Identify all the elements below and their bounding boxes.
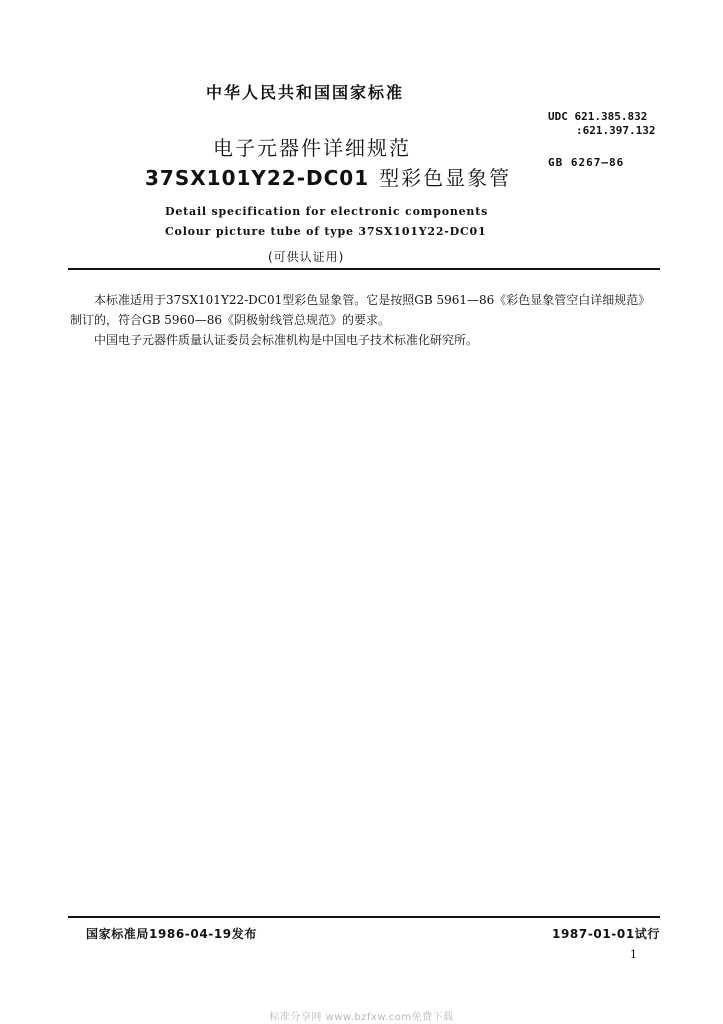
tube-model-number: 37SX101Y22-DC01: [145, 166, 370, 190]
title-english-line-1: Detail specification for electronic components: [165, 205, 489, 218]
page-number: 1: [630, 948, 637, 961]
udc-line-1: UDC 621.385.832: [548, 110, 648, 123]
issued-date: 国家标准局1986-04-19发布: [86, 927, 257, 941]
certification-note: (可供认证用): [268, 250, 345, 264]
title-chinese-line-2: [145, 162, 511, 191]
watermark-text: 标准分享网 www.bzfxw.com免费下载: [269, 1012, 454, 1023]
title-english-line-2: Colour picture tube of type 37SX101Y22-DC01: [165, 225, 487, 238]
title-chinese-suffix: 型彩色显象管: [379, 166, 512, 190]
body-paragraph-2: 中国电子元器件质量认证委员会标准机构是中国电子技术标准化研究所。: [94, 333, 479, 347]
footer-divider: [68, 916, 660, 918]
body-paragraph-1: 本标准适用于37SX101Y22-DC01型彩色显象管。它是按照GB 5961—86《彩色显象管空白详细规范》制订的，符合GB 5960—86《阴极射线管总规范》的要求。: [70, 293, 651, 327]
gb-standard-number: GB 6267—86: [548, 156, 625, 169]
header-divider: [68, 268, 660, 270]
national-standard-heading: 中华人民共和国国家标准: [206, 83, 405, 102]
udc-line-2: :621.397.132: [576, 124, 656, 137]
body-text: [70, 290, 660, 350]
trial-date: 1987-01-01试行: [552, 927, 660, 941]
udc-code: [548, 110, 655, 138]
title-chinese-line-1: 电子元器件详细规范: [213, 136, 411, 160]
